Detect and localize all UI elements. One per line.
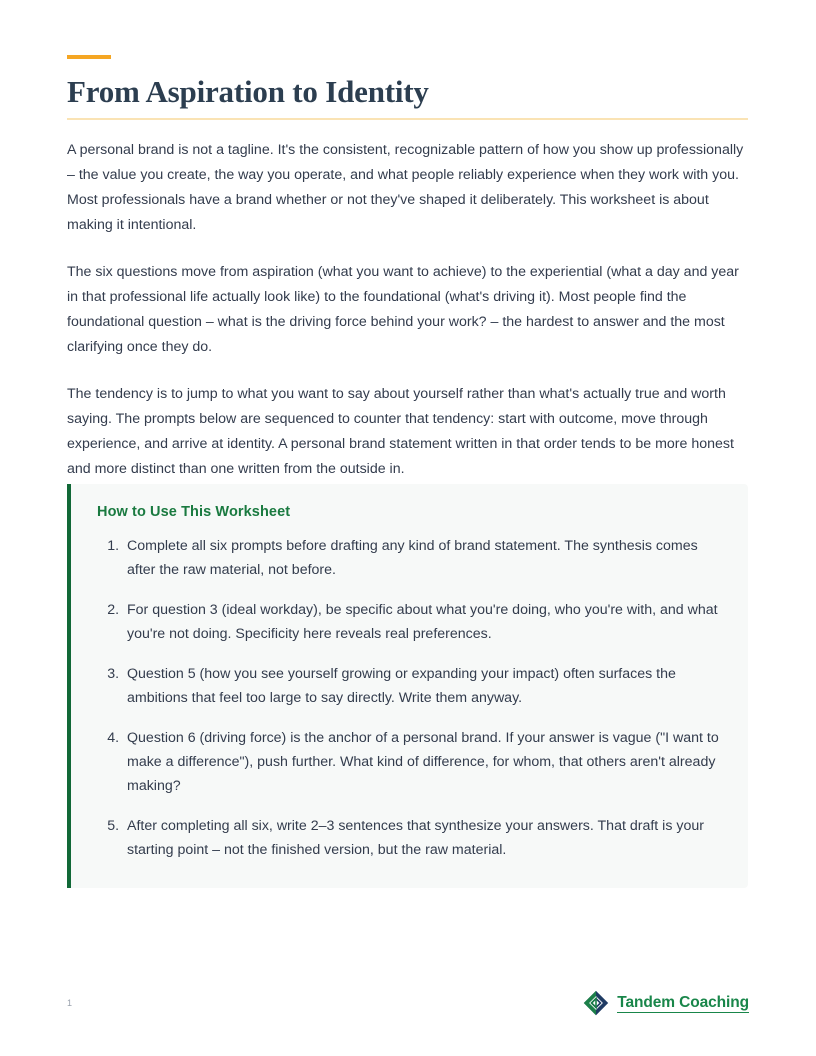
- page-title: From Aspiration to Identity: [67, 74, 429, 109]
- page-number: 1: [67, 998, 73, 1008]
- page-footer: [0, 986, 816, 1056]
- brand-lockup: [583, 990, 749, 1016]
- title-accent-bar: [67, 55, 111, 59]
- title-divider-rule: [67, 118, 748, 120]
- list-item: 2. For question 3 (ideal workday), be specific about what you're doing, who you're with, and what you're not doing. Specificity here reveals real preferences.: [123, 598, 726, 646]
- list-item: 1. Complete all six prompts before drafting any kind of brand statement. The synthesis comes after the raw material, not before.: [123, 534, 726, 582]
- callout-instruction-list: [97, 534, 726, 862]
- intro-paragraph-2: The six questions move from aspiration (what you want to achieve) to the experiential (what a day and year in that professional life actually look like) to the foundational (what's driving it). Most people find the foundational question – what is the driving force behind your work? – the hardest to answer and the most clarifying once they do.: [67, 264, 739, 355]
- how-to-use-callout: [67, 484, 748, 888]
- callout-heading: How to Use This Worksheet: [97, 504, 291, 520]
- list-item: 4. Question 6 (driving force) is the anchor of a personal brand. If your answer is vague ("I want to make a difference"), push further. What kind of difference, for whom, that others aren't already making?: [123, 726, 726, 798]
- list-item: 3. Question 5 (how you see yourself growing or expanding your impact) often surfaces the ambitions that feel too large to say directly. Write them anyway.: [123, 662, 726, 710]
- intro-paragraph-1: A personal brand is not a tagline. It's the consistent, recognizable pattern of how you show up professionally – the value you create, the way you operate, and what people reliably experience when they work with you. Most professionals have a brand whether or not they've shaped it deliberately. This worksheet is about making it intentional.: [67, 142, 744, 233]
- intro-section: [67, 138, 748, 482]
- tandem-diamond-logo-icon: [583, 990, 609, 1016]
- intro-paragraph-3: The tendency is to jump to what you want to say about yourself rather than what's actually true and worth saying. The prompts below are sequenced to counter that tendency: start with outcome, move through experience, and arrive at identity. A personal brand statement written in that order tends to be more honest and more distinct than one written from the outside in.: [67, 386, 734, 477]
- brand-name-label: Tandem Coaching: [617, 993, 749, 1011]
- list-item: 5. After completing all six, write 2–3 sentences that synthesize your answers. That draft is your starting point – not the finished version, but the raw material.: [123, 814, 726, 862]
